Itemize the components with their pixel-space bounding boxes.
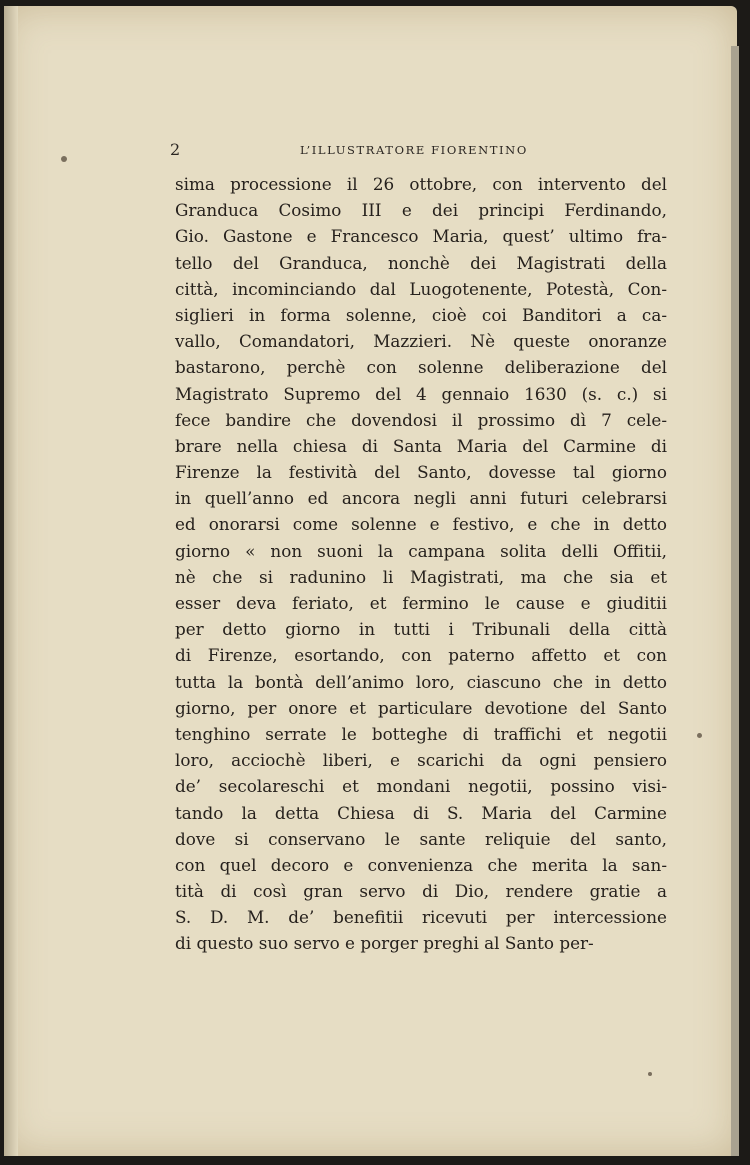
text-line: dove si conservano le sante reliquie del santo, [175,828,667,849]
text-line: giorno, per onore et particulare devotione del Santo [175,697,667,718]
text-line: S. D. M. de’ benefitii ricevuti per intercessione [175,907,667,928]
text-line: di Firenze, esortando, con paterno affetto et con [175,645,667,666]
text-line: Magistrato Supremo del 4 gennaio 1630 (s. c.) si [175,383,667,404]
text-line: esser deva feriato, et fermino le cause e giuditii [175,593,667,613]
paper-speck [61,156,67,162]
body-text [175,171,667,957]
paper-speck [648,1072,652,1076]
text-line: sima processione il 26 ottobre, con intervento del [175,174,667,194]
page-number: 2 [170,140,181,159]
text-line: Gio. Gastone e Francesco Maria, quest’ ultimo fra- [175,226,667,247]
text-line: fece bandire che dovendosi il prossimo dì 7 cele- [175,409,667,430]
text-line: giorno « non suoni la campana solita delli Offitii, [175,540,667,561]
text-line: brare nella chiesa di Santa Maria del Carmine di [175,435,667,456]
text-line: tutta la bontà dell’animo loro, ciascuno che in detto [175,671,667,692]
text-line: vallo, Comandatori, Mazzieri. Nè queste onoranze [175,331,667,352]
text-line: di questo suo servo e porger preghi al Santo per- [175,933,594,954]
text-line: tello del Granduca, nonchè dei Magistrati della [175,252,667,273]
text-line: con quel decoro e convenienza che merita la san- [175,854,667,875]
text-line: de’ secolareschi et mondani negotii, possino visi- [175,776,667,797]
text-line: in quell’anno ed ancora negli anni futuri celebrarsi [175,488,667,509]
text-line: tando la detta Chiesa di S. Maria del Carmine [175,802,667,823]
paper-speck [697,733,702,738]
page-header [170,140,670,164]
text-line: loro, acciochè liberi, e scarichi da ogni pensiero [175,750,667,771]
text-line: tenghino serrate le botteghe di traffichi et negotii [175,723,667,744]
text-line: ed onorarsi come solenne e festivo, e che in detto [175,514,667,535]
text-line: Granduca Cosimo III e dei principi Ferdinando, [175,200,667,221]
page-gutter [4,6,18,1156]
text-line: per detto giorno in tutti i Tribunali della città [175,619,667,640]
text-line: siglieri in forma solenne, cioè coi Banditori a ca- [175,304,667,325]
text-line: bastarono, perchè con solenne deliberazione del [175,357,667,378]
running-title: L’ILLUSTRATORE FIORENTINO [300,143,528,157]
text-line: città, incominciando dal Luogotenente, Potestà, Con- [175,278,667,299]
text-line: nè che si radunino li Magistrati, ma che sia et [175,566,667,587]
page-edge [731,46,739,1156]
text-line: Firenze la festività del Santo, dovesse tal giorno [175,462,667,483]
text-line: tità di così gran servo di Dio, rendere gratie a [175,881,667,902]
